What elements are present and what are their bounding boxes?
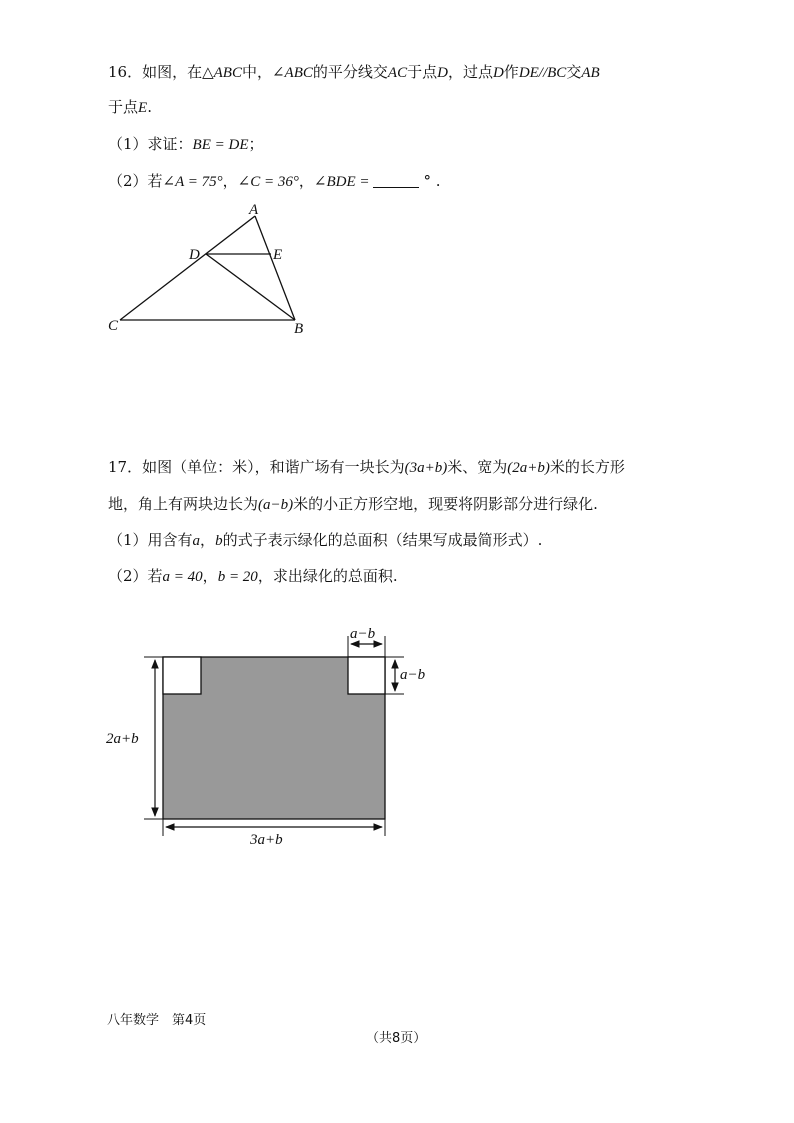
label-bottom: 3a+b: [250, 832, 283, 848]
q16-part1: （1）求证：BE = DE；: [108, 135, 264, 153]
q16-part2: （2）若∠A = 75°，∠C = 36°，∠BDE = ° .: [108, 172, 441, 190]
q17-part1: （1）用含有a，b的式子表示绿化的总面积（结果写成最简形式）.: [108, 531, 543, 549]
q17-line2: 地，角上有两块边长为(a−b)米的小正方形空地，现要将阴影部分进行绿化.: [108, 495, 598, 513]
q17-part2: （2）若a = 40，b = 20，求出绿化的总面积.: [108, 567, 398, 585]
q16-line1: 16．如图，在△ABC中，∠ABC的平分线交AC于点D，过点D作DE//BC交AB: [108, 63, 600, 81]
corner-square-right: [348, 657, 385, 694]
label-c: C: [108, 318, 119, 334]
label-d: D: [189, 247, 200, 263]
label-b: B: [294, 321, 304, 337]
q17-line1: 17．如图（单位：米），和谐广场有一块长为(3a+b)米、宽为(2a+b)米的长方形: [108, 458, 625, 476]
footer-total: （共8页）: [366, 1031, 427, 1046]
label-e: E: [273, 247, 283, 263]
answer-blank[interactable]: [373, 173, 419, 188]
label-right: a−b: [400, 667, 426, 683]
corner-square-left: [163, 657, 201, 694]
label-left: 2a+b: [106, 731, 139, 747]
footer-page: 八年数学 第4页: [107, 1013, 207, 1028]
triangle-figure: [100, 196, 320, 341]
label-top: a−b: [350, 626, 376, 642]
segment-ca: [120, 216, 255, 320]
rectangle-figure: [100, 622, 450, 857]
q16-line2: 于点E.: [108, 98, 152, 116]
label-a: A: [249, 202, 259, 218]
